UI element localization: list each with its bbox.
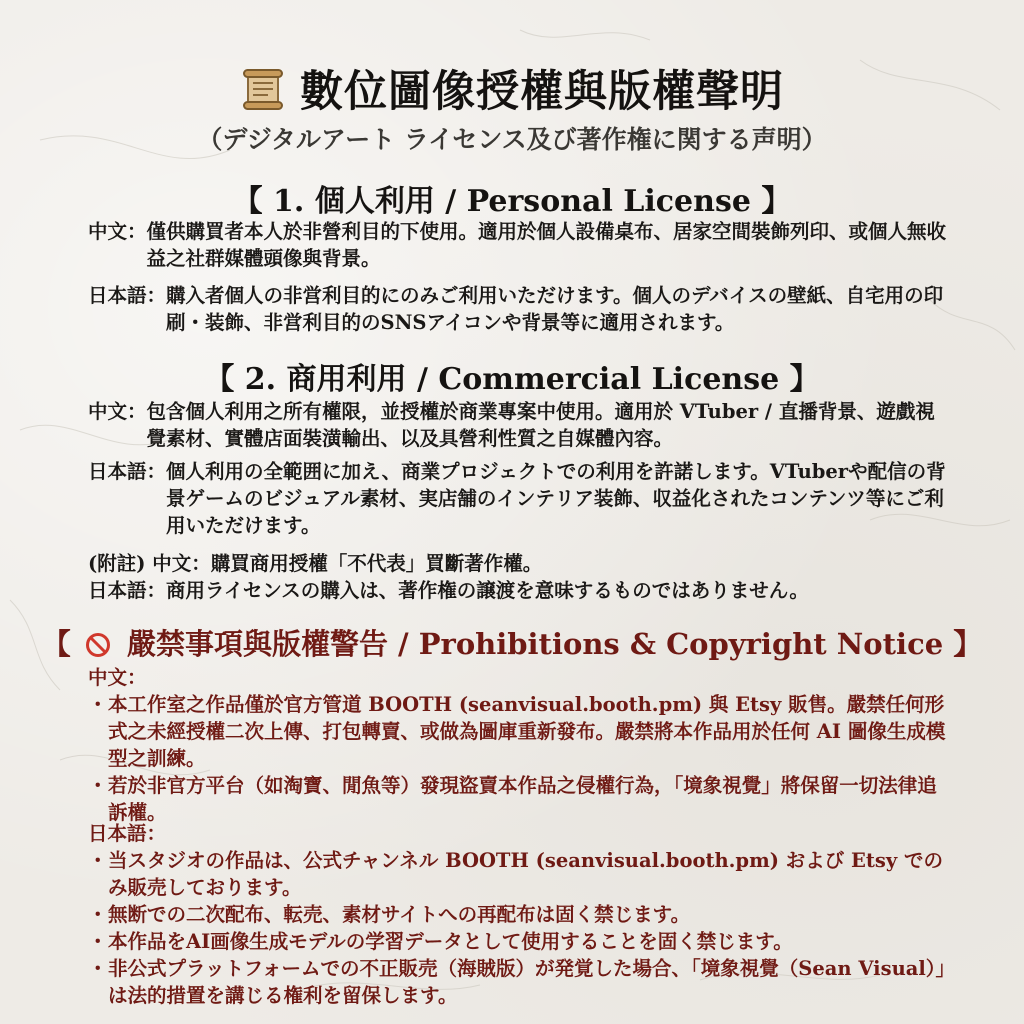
personal-zh-entry	[88, 218, 948, 272]
prohibitions-ja-item-1: 当スタジオの作品は、公式チャンネル BOOTH (seanvisual.booth.pm) および Etsy でのみ販売しております。	[108, 849, 943, 899]
personal-ja-entry	[88, 282, 948, 336]
personal-license-heading: 【 1. 個人利用 / Personal License 】	[232, 184, 792, 219]
page-title: 數位圖像授權與版權聲明	[300, 67, 784, 117]
prohibitions-ja-item-2: 無断での二次配布、転売、素材サイトへの再配布は固く禁じます。	[108, 903, 691, 926]
prohibitions-heading-text: 嚴禁事項與版權警告 / Prohibitions & Copyright Notice 】	[126, 627, 983, 661]
prohibitions-zh-item-1: 本工作室之作品僅於官方管道 BOOTH (seanvisual.booth.pm) 與 Etsy 販售。嚴禁任何形式之未經授權二次上傳、打包轉賣、或做為圖庫重新發布。嚴禁將本作品用於任何 AI 圖像生成模型之訓練。	[108, 693, 946, 770]
personal-zh-text: 僅供購買者本人於非營利目的下使用。適用於個人設備桌布、居家空間裝飾列印、或個人無收益之社群媒體頭像與背景。	[146, 220, 947, 270]
prohibitions-ja-item-4: 非公式プラットフォームでの不正販売（海賊版）が発覚した場合、「境象視覺（Sean Visual）」は法的措置を講じる権利を留保します。	[108, 957, 946, 1007]
prohibitions-ja-label: 日本語：	[88, 822, 167, 845]
prohibited-icon	[85, 631, 111, 657]
list-item	[88, 847, 948, 901]
list-item	[88, 901, 948, 928]
commercial-note-zh: (附註) 中文：購買商用授權「不代表」買斷著作權。	[88, 552, 543, 575]
commercial-zh-label: 中文：	[88, 400, 147, 423]
commercial-note-ja: 日本語：商用ライセンスの購入は、著作権の譲渡を意味するものではありません。	[88, 579, 809, 602]
list-item	[88, 928, 948, 955]
prohibitions-ja-item-3: 本作品をAI画像生成モデルの学習データとして使用することを固く禁じます。	[108, 930, 793, 953]
bullet-mark: ・	[88, 849, 108, 872]
commercial-license-heading: 【 2. 商用利用 / Commercial License 】	[204, 362, 820, 397]
prohibitions-zh-item-2: 若於非官方平台（如淘寶、閒魚等）發現盜賣本作品之侵權行為，「境象視覺」將保留一切法律追訴權。	[108, 774, 937, 824]
scroll-icon	[240, 66, 286, 112]
commercial-ja-entry	[88, 458, 948, 539]
bullet-mark: ・	[88, 957, 108, 980]
prohibitions-heading-open: 【	[41, 627, 71, 661]
commercial-ja-text: 個人利用の全範囲に加え、商業プロジェクトでの利用を許諾します。VTuberや配信の背景ゲームのビジュアル素材、実店舗のインテリア装飾、収益化されたコンテンツ等にご利用いただけます。	[166, 460, 946, 537]
list-item	[88, 691, 948, 772]
list-item	[88, 772, 948, 826]
prohibitions-zh-label: 中文：	[88, 666, 147, 689]
prohibitions-ja	[88, 820, 948, 1009]
bullet-mark: ・	[88, 774, 108, 797]
personal-zh-label: 中文：	[88, 220, 147, 243]
bullet-mark: ・	[88, 930, 108, 953]
title-row	[0, 58, 1024, 119]
prohibitions-zh	[88, 664, 948, 826]
page-subtitle: （デジタルアート ライセンス及び著作権に関する声明）	[197, 125, 827, 154]
bullet-mark: ・	[88, 693, 108, 716]
personal-ja-label: 日本語：	[88, 284, 167, 307]
personal-ja-text: 購入者個人の非営利目的にのみご利用いただけます。個人のデバイスの壁紙、自宅用の印刷・装飾、非営利目的のSNSアイコンや背景等に適用されます。	[166, 284, 944, 334]
commercial-note	[88, 550, 948, 604]
commercial-zh-entry	[88, 398, 948, 452]
prohibitions-heading	[0, 622, 1024, 663]
commercial-ja-label: 日本語：	[88, 460, 167, 483]
commercial-zh-text: 包含個人利用之所有權限，並授權於商業專案中使用。適用於 VTuber / 直播背景、遊戲視覺素材、實體店面裝潢輸出、以及具營利性質之自媒體內容。	[146, 400, 935, 450]
bullet-mark: ・	[88, 903, 108, 926]
list-item	[88, 955, 948, 1009]
